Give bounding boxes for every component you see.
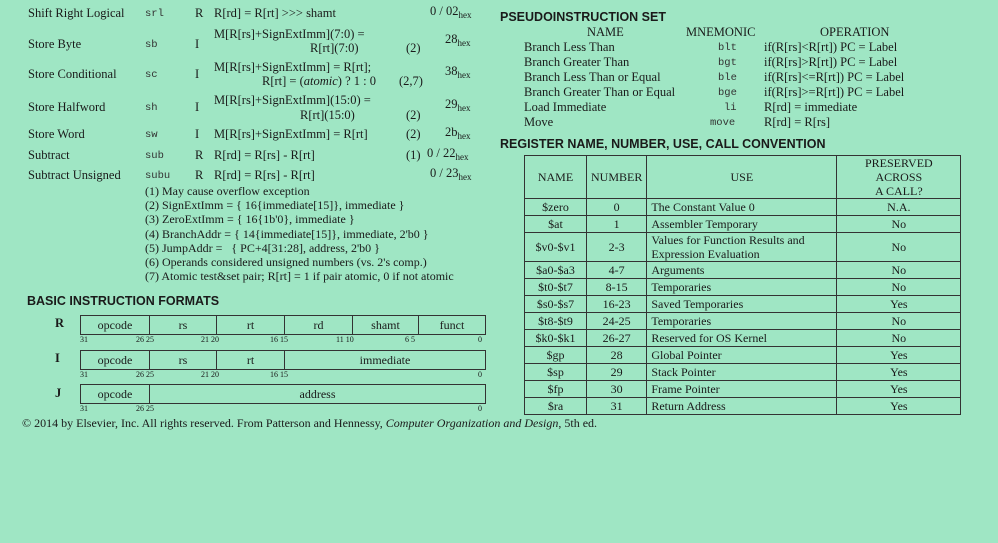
pseudo-mnemonic: move bbox=[710, 117, 736, 129]
field-rt: rt bbox=[217, 351, 285, 369]
pseudo-title: PSEUDOINSTRUCTION SET bbox=[500, 10, 666, 24]
instr-operation: R[rt] = (atomic) ? 1 : 0 bbox=[262, 74, 376, 88]
instr-format: I bbox=[195, 127, 200, 141]
pseudo-mnemonic: li bbox=[724, 102, 737, 114]
instr-note: (1) bbox=[406, 148, 421, 162]
instr-mnemonic: sb bbox=[145, 39, 158, 51]
pseudo-header-operation: OPERATION bbox=[820, 25, 890, 39]
instr-mnemonic: srl bbox=[145, 8, 164, 20]
pseudo-name: Load Immediate bbox=[524, 100, 607, 114]
footnote: (3) ZeroExtImm = { 16{1b'0}, immediate } bbox=[145, 212, 355, 227]
instr-note: (2) bbox=[406, 108, 421, 122]
register-header-row bbox=[525, 156, 961, 199]
pseudo-operation: if(R[rs]>=R[rt]) PC = Label bbox=[764, 85, 905, 99]
instr-operation: M[R[rs]+SignExtImm](15:0) = bbox=[214, 93, 371, 107]
instr-name: Store Byte bbox=[28, 37, 82, 51]
instr-mnemonic: sc bbox=[145, 69, 158, 81]
instr-operation: R[rd] = R[rs] - R[rt] bbox=[214, 148, 315, 162]
bit-label: 26 25 bbox=[136, 370, 154, 379]
pseudo-header-name: NAME bbox=[587, 25, 624, 39]
bit-label: 11 10 bbox=[336, 335, 354, 344]
pseudo-mnemonic: ble bbox=[718, 72, 737, 84]
field-opcode: opcode bbox=[81, 316, 150, 334]
instr-note: (2,7) bbox=[399, 74, 423, 88]
instr-operation: R[rt](7:0) bbox=[310, 41, 359, 55]
pseudo-operation: if(R[rs]<=R[rt]) PC = Label bbox=[764, 70, 905, 84]
instr-mnemonic: sw bbox=[145, 129, 158, 141]
footnote: (6) Operands considered unsigned numbers (vs. 2's comp.) bbox=[145, 255, 427, 270]
instr-format: R bbox=[195, 6, 204, 20]
field-opcode: opcode bbox=[81, 351, 150, 369]
bit-label: 6 5 bbox=[405, 335, 415, 344]
instr-opcode: $0 / 02_{hex}$ bbox=[430, 4, 472, 20]
register-table bbox=[524, 155, 961, 415]
table-row: $gp 28 Global Pointer Yes bbox=[525, 347, 961, 364]
instr-operation: R[rt](15:0) bbox=[300, 108, 355, 122]
table-row: $a0-$a3 4-7 Arguments No bbox=[525, 262, 961, 279]
instr-name: Store Conditional bbox=[28, 67, 117, 81]
instr-operation: M[R[rs]+SignExtImm] = R[rt]; bbox=[214, 60, 372, 74]
bit-label: 26 25 bbox=[136, 404, 154, 413]
pseudo-name: Branch Less Than bbox=[524, 40, 615, 54]
instr-note: (2) bbox=[406, 41, 421, 55]
bit-label: 0 bbox=[478, 370, 482, 379]
bit-label: 31 bbox=[80, 404, 88, 413]
instr-format: R bbox=[195, 168, 204, 182]
field-rs: rs bbox=[150, 351, 217, 369]
pseudo-name: Branch Greater Than bbox=[524, 55, 630, 69]
field-rs: rs bbox=[150, 316, 217, 334]
instr-opcode: $0 / 23_{hex}$ bbox=[430, 166, 472, 182]
field-rd: rd bbox=[285, 316, 353, 334]
format-label: R bbox=[55, 316, 65, 330]
bit-label: 0 bbox=[478, 335, 482, 344]
table-row: $t0-$t7 8-15 Temporaries No bbox=[525, 279, 961, 296]
instr-operation: M[R[rs]+SignExtImm](7:0) = bbox=[214, 27, 365, 41]
bit-label: 0 bbox=[478, 404, 482, 413]
instr-operation: R[rd] = R[rt] >>> shamt bbox=[214, 6, 336, 20]
bit-label: 31 bbox=[80, 370, 88, 379]
instr-operation: R[rd] = R[rs] - R[rt] bbox=[214, 168, 315, 182]
footnote: (4) BranchAddr = { 14{immediate[15]}, immediate, 2'b0 } bbox=[145, 226, 429, 241]
pseudo-operation: if(R[rs]>R[rt]) PC = Label bbox=[764, 55, 898, 69]
bit-label: 16 15 bbox=[270, 370, 288, 379]
instr-opcode: $29_{hex}$ bbox=[445, 97, 471, 113]
instr-name: Store Halfword bbox=[28, 100, 106, 114]
pseudo-header-mnemonic: MNEMONIC bbox=[686, 25, 756, 39]
header-use: USE bbox=[647, 156, 837, 199]
bit-label: 31 bbox=[80, 335, 88, 344]
pseudo-operation: if(R[rs]<R[rt]) PC = Label bbox=[764, 40, 898, 54]
table-row: $v0-$v1 2-3 Values for Function Results and Expression Evaluation No bbox=[525, 233, 961, 262]
pseudo-mnemonic: blt bbox=[718, 42, 737, 54]
instr-operation: M[R[rs]+SignExtImm] = R[rt] bbox=[214, 127, 368, 141]
table-row: $k0-$k1 26-27 Reserved for OS Kernel No bbox=[525, 330, 961, 347]
instr-format: I bbox=[195, 37, 200, 51]
copyright: © 2014 by Elsevier, Inc. All rights reserved. From Patterson and Hennessy, Computer Organization and Design, 5th ed. bbox=[22, 416, 598, 430]
format-label: I bbox=[55, 351, 60, 365]
pseudo-mnemonic: bge bbox=[718, 87, 737, 99]
format-label: J bbox=[55, 386, 62, 400]
pseudo-mnemonic: bgt bbox=[718, 57, 737, 69]
bit-label: 16 15 bbox=[270, 335, 288, 344]
pseudo-operation: R[rd] = R[rs] bbox=[764, 115, 831, 129]
table-row: $t8-$t9 24-25 Temporaries No bbox=[525, 313, 961, 330]
footnote: (1) May cause overflow exception bbox=[145, 184, 310, 198]
table-row: $zero 0 The Constant Value 0 N.A. bbox=[525, 199, 961, 216]
instr-format: R bbox=[195, 148, 204, 162]
instr-note: (2) bbox=[406, 127, 421, 141]
instr-opcode: $2b_{hex}$ bbox=[445, 125, 471, 141]
field-rt: rt bbox=[217, 316, 285, 334]
field-funct: funct bbox=[439, 318, 465, 332]
instr-opcode: $0 / 22_{hex}$ bbox=[427, 146, 469, 162]
instr-opcode: $38_{hex}$ bbox=[445, 64, 471, 80]
instr-name: Store Word bbox=[28, 127, 85, 141]
bit-label: 21 20 bbox=[201, 335, 219, 344]
pseudo-operation: R[rd] = immediate bbox=[764, 100, 858, 114]
footnote: (7) Atomic test&set pair; R[rt] = 1 if pair atomic, 0 if not atomic bbox=[145, 269, 454, 284]
instr-opcode: $28_{hex}$ bbox=[445, 32, 471, 48]
footnote: (5) JumpAddr = { PC+4[31:28], address, 2'b0 } bbox=[145, 240, 380, 255]
instr-name: Shift Right Logical bbox=[28, 6, 125, 20]
header-name: NAME bbox=[525, 156, 587, 199]
field-opcode: opcode bbox=[81, 385, 150, 403]
footnote: (2) SignExtImm = { 16{immediate[15]}, immediate } bbox=[145, 198, 405, 213]
table-row: $fp 30 Frame Pointer Yes bbox=[525, 381, 961, 398]
table-row: $sp 29 Stack Pointer Yes bbox=[525, 364, 961, 381]
table-row: $at 1 Assembler Temporary No bbox=[525, 216, 961, 233]
pseudo-name: Branch Less Than or Equal bbox=[524, 70, 661, 84]
pseudo-name: Move bbox=[524, 115, 554, 129]
pseudo-name: Branch Greater Than or Equal bbox=[524, 85, 676, 99]
instr-mnemonic: sub bbox=[145, 150, 164, 162]
field-address: address bbox=[299, 387, 336, 401]
bit-label: 21 20 bbox=[201, 370, 219, 379]
footnotes bbox=[145, 184, 454, 283]
instr-name: Subtract Unsigned bbox=[28, 168, 121, 182]
bit-label: 26 25 bbox=[136, 335, 154, 344]
table-row: $ra 31 Return Address Yes bbox=[525, 398, 961, 415]
formats-title: BASIC INSTRUCTION FORMATS bbox=[27, 294, 220, 308]
header-number: NUMBER bbox=[587, 156, 647, 199]
instr-format: I bbox=[195, 100, 200, 114]
header-preserved: PRESERVED ACROSS A CALL? bbox=[837, 156, 961, 199]
instr-mnemonic: sh bbox=[145, 102, 158, 114]
instr-name: Subtract bbox=[28, 148, 70, 162]
register-title: REGISTER NAME, NUMBER, USE, CALL CONVENTION bbox=[500, 137, 826, 151]
field-immediate: immediate bbox=[359, 353, 411, 367]
field-shamt: shamt bbox=[353, 316, 419, 334]
instr-mnemonic: subu bbox=[145, 170, 171, 182]
table-row: $s0-$s7 16-23 Saved Temporaries Yes bbox=[525, 296, 961, 313]
instr-format: I bbox=[195, 67, 200, 81]
